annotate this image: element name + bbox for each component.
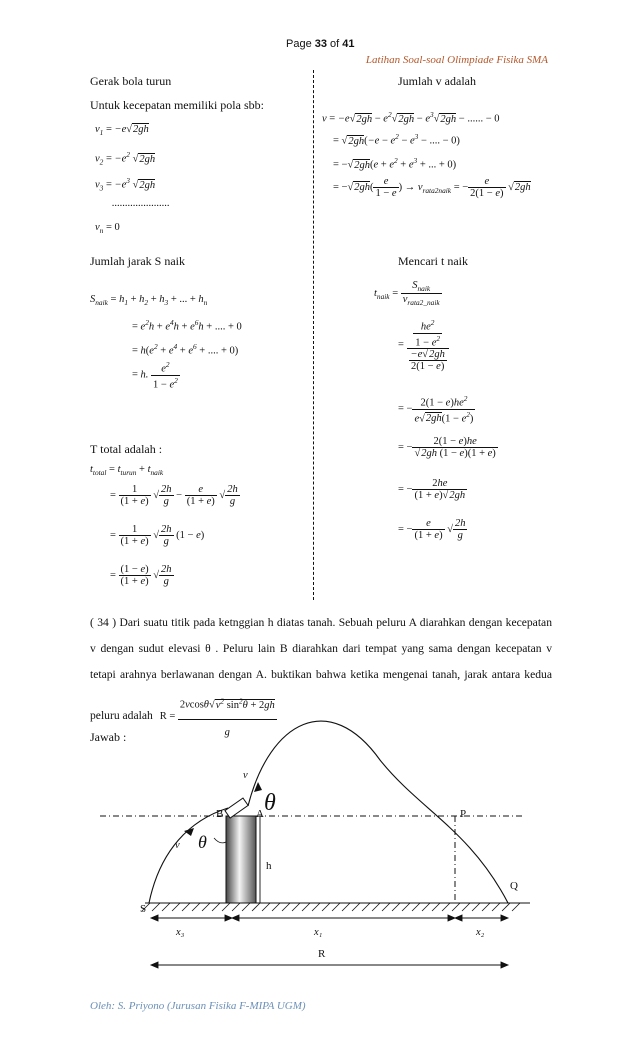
eq-dots: ......................: [112, 198, 170, 209]
label-x3: x₃: [176, 927, 185, 938]
eq-v2: $v_2 = -e^2$ √2gh: [95, 150, 156, 167]
label-v-top: v: [243, 770, 248, 781]
dimension-x3: [151, 915, 232, 921]
dimension-x2: [455, 915, 508, 921]
label-x1: x₁: [314, 927, 323, 938]
eq-vsum2: = $√2gh(-e - e^2 - e^3$ − .... − 0): [333, 132, 460, 147]
heading-gerak-bola-turun: Gerak bola turun: [90, 74, 172, 88]
dimension-r: [151, 962, 508, 968]
page-number: Page 33 of 41: [286, 38, 355, 50]
footer-credit: Oleh: S. Priyono (Jurusan Fisika F-MIPA UGM): [90, 1000, 306, 1012]
label-b: B: [216, 808, 224, 820]
label-s: S: [140, 903, 147, 915]
eq-s4: = h. $\frac{e^2}{1 - e^2}$: [132, 360, 178, 390]
heading-t-total: T total adalah :: [90, 442, 163, 456]
eq-vsum4: = −√2gh( $\frac{e}{1 - e}$ ) → $v_{rata2naik}$ = − $\frac{e}{2(1 - e)}$ √2gh: [333, 176, 531, 199]
label-theta-big: θ: [264, 790, 276, 816]
heading-jumlah-v: Jumlah v adalah: [398, 74, 476, 88]
eq-tn6: = − $\frac{e}{(1 + e)}$ √ $\frac{2h}{g}$: [398, 518, 466, 541]
eq-v3: $v_3 = -e^3$ √2gh: [95, 176, 156, 193]
label-theta-small: θ: [198, 832, 207, 852]
dimension-x1: [232, 915, 455, 921]
eq-tn3: = − $\frac{2(1 - e)he^2}{e√2gh(1 - e^2)}$: [398, 394, 474, 424]
label-x2: x₂: [476, 927, 485, 938]
intro-text: Untuk kecepatan memiliki pola sbb:: [90, 98, 264, 112]
eq-t4: = $\frac{(1 - e)}{(1 + e)}$ √ $\frac{2h}{g}$: [110, 564, 172, 587]
eq-t1: $t_{total} = t_{turun} + t_{naik}$: [90, 464, 164, 478]
eq-tn1: $t_{naik}$ = $\frac{S_{naik}}{v_{rata2\_naik}}$: [374, 280, 440, 308]
eq-t3: = $\frac{1}{(1 + e)}$ √ $\frac{2h}{g}$ (1 − e): [110, 524, 205, 547]
eq-s3: = $h(e^2 + e^4 + e^6$ + .... + 0): [132, 342, 239, 357]
label-r: R: [318, 948, 326, 960]
eq-t2: = $\frac{1}{(1 + e)}$ √ $\frac{2h}{g}$ − $\frac{e}{(1 + e)}$ √ $\frac{2h}{g}$: [110, 484, 238, 507]
label-v-left: v: [175, 840, 180, 851]
heading-jumlah-jarak: Jumlah jarak S naik: [90, 254, 185, 268]
cannon: [225, 798, 248, 818]
eq-tn2: = $\frac{\frac{he^2}{1 - e^2}}{\frac{-e√2gh}{2(1 - e)}}$: [398, 318, 449, 372]
heading-mencari-t-naik: Mencari t naik: [398, 254, 468, 268]
label-q: Q: [510, 880, 518, 892]
eq-tn5: = − $\frac{2he}{(1 + e)√2gh}$: [398, 478, 466, 501]
eq-vn: $v_n = 0$: [95, 222, 120, 236]
page-subtitle: Latihan Soal-soal Olimpiade Fisika SMA: [365, 54, 548, 66]
eq-v1: $v_1 = -e√2gh$: [95, 124, 149, 138]
eq-vsum3: = $-√2gh(e + e^2 + e^3$ + ... + 0): [333, 156, 457, 171]
eq-s2: = $e^2h + e^4h + e^6h$ + .... + 0: [132, 318, 242, 333]
eq-s1: $S_{naik} = h_1 + h_2 + h_3$ + ... + $h_n$: [90, 294, 208, 308]
ground-hatching: [142, 903, 520, 911]
eq-vsum1: $v = -e√2gh - e^2√2gh - e^3√2gh$ − ...... − 0: [322, 110, 500, 125]
label-a: A: [256, 808, 264, 820]
problem-text: ( 34 ) Dari suatu titik pada ketnggian h diatas tanah. Sebuah peluru A diarahkan dengan kecepatan v dengan sudut elevasi θ . Peluru lain B diarahkan dari tempat yang sama dengan kecepatan v tetapi arahnya berlawanan dengan A. buktikan bahwa ketika mengenai tanah, jarak antara kedua peluru adalah R = $\frac{2vcos\theta√v^2 \sin^2\theta + 2gh}{g}$: [90, 616, 552, 738]
eq-tn4: = − $\frac{2(1 - e)he}{√2gh (1 - e)(1 + e)}$: [398, 436, 496, 459]
theta-arc-small: [214, 838, 226, 843]
label-p: P: [460, 808, 467, 820]
tower: [226, 816, 256, 903]
label-h: h: [266, 860, 272, 872]
trajectory-a: [248, 721, 508, 903]
jawab-label: Jawab :: [90, 730, 127, 744]
trajectory-b: [149, 808, 228, 903]
